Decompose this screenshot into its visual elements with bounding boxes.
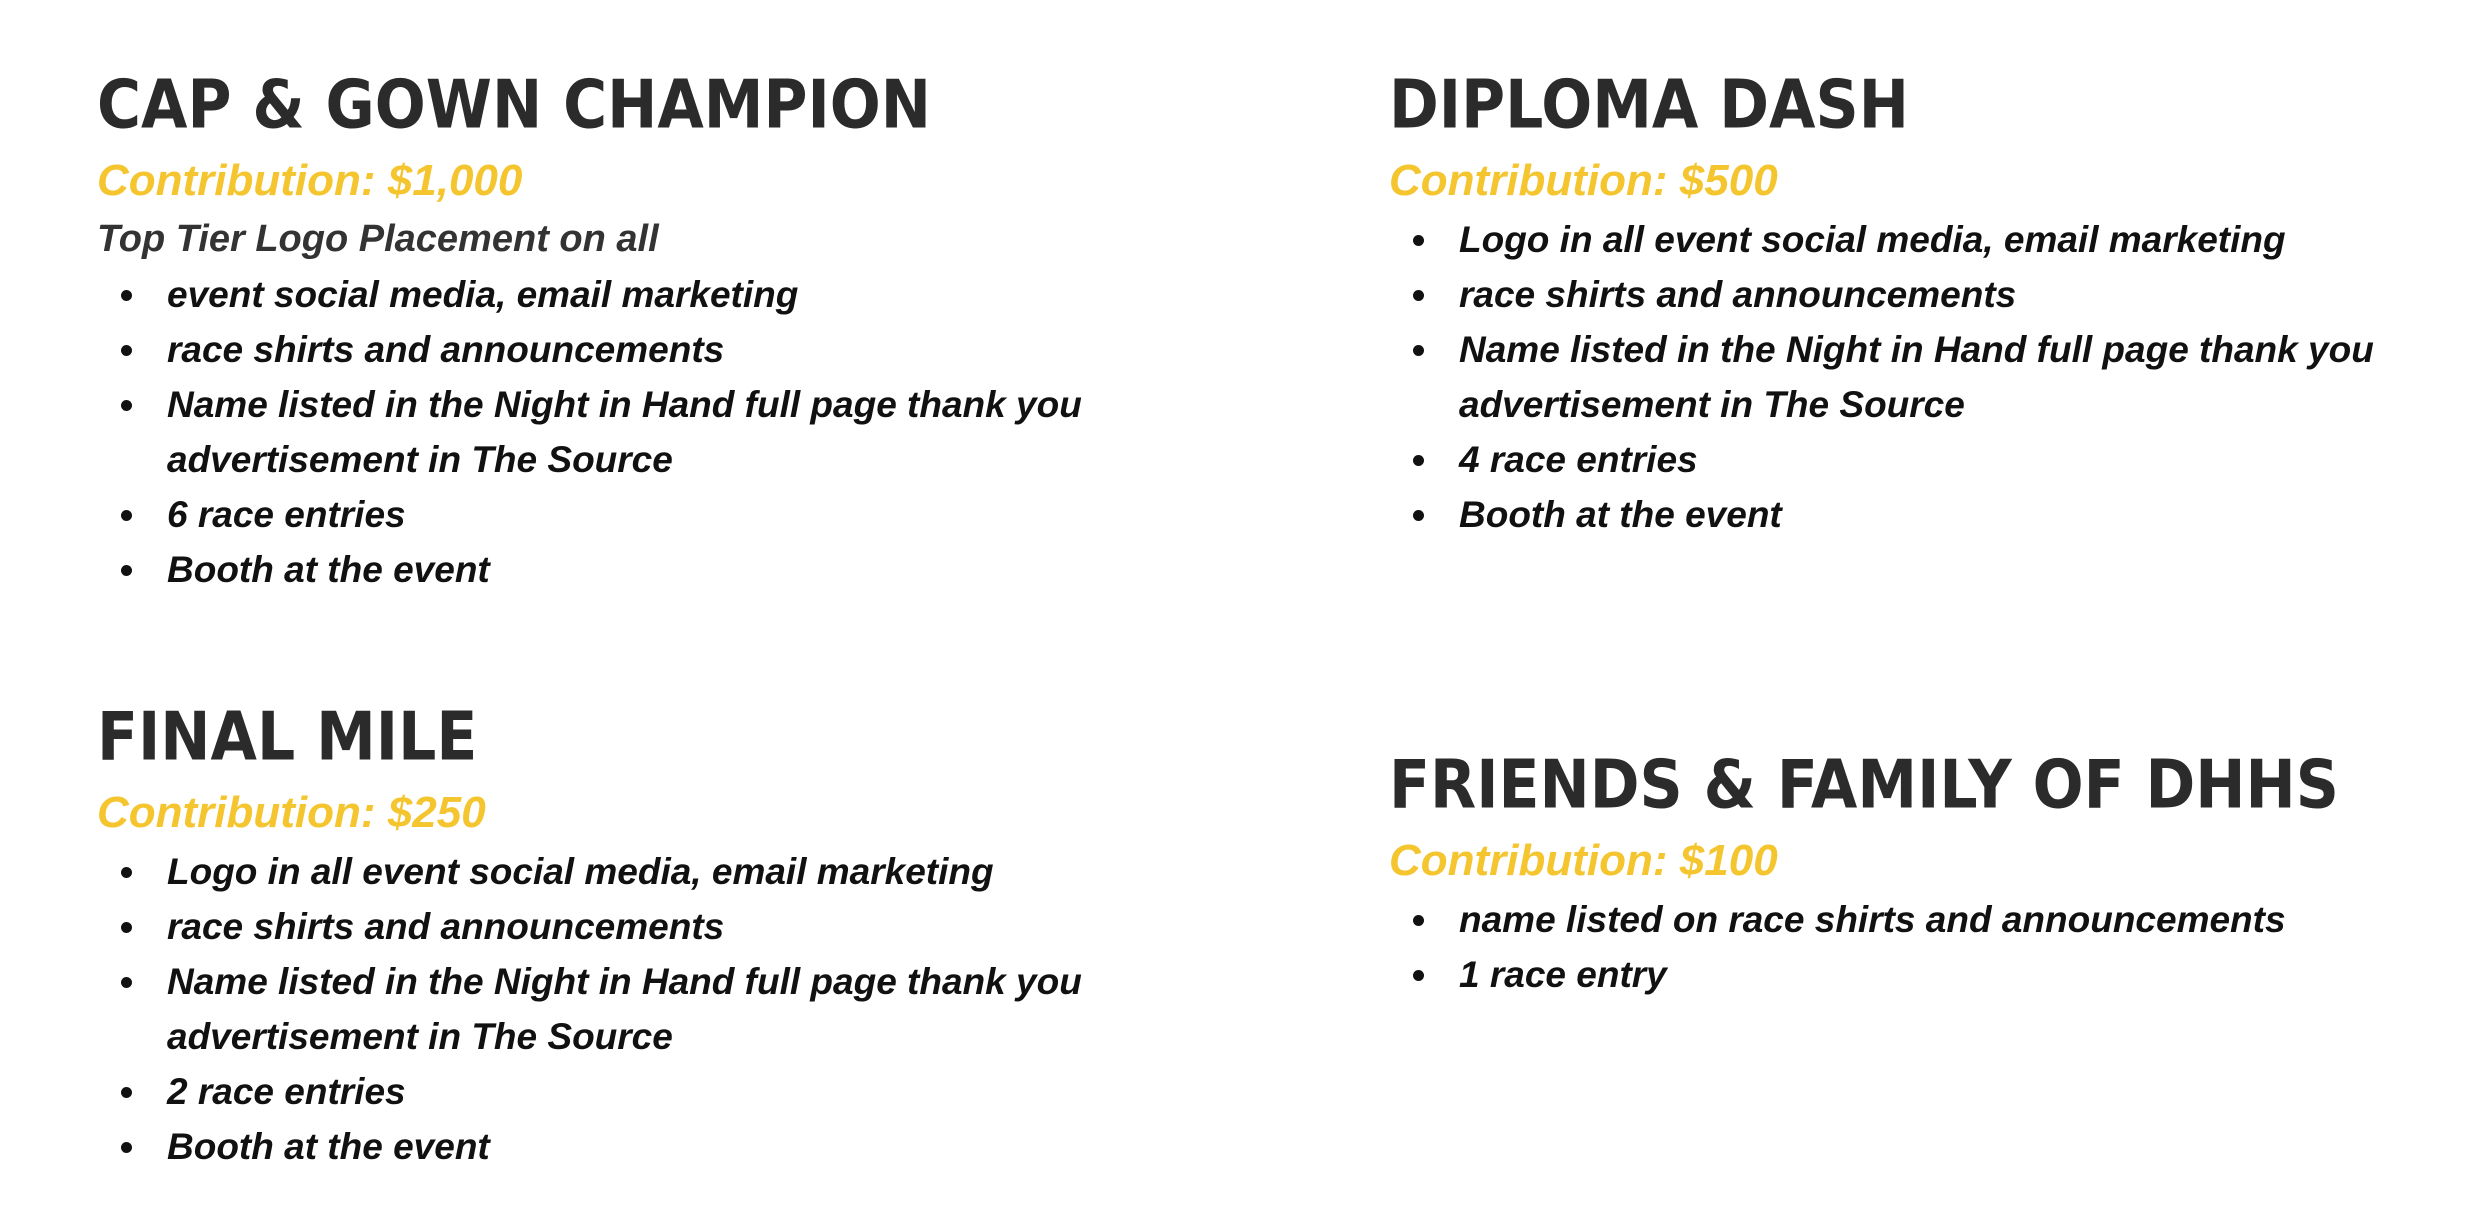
bullet-icon [1413, 970, 1424, 981]
tier-contribution: Contribution: $250 [97, 788, 486, 837]
benefit-item: 1 race entry [1389, 947, 2459, 1002]
tier-intro: Top Tier Logo Placement on all [97, 218, 659, 260]
bullet-icon [1413, 510, 1424, 521]
bullet-icon [121, 400, 132, 411]
tier-contribution: Contribution: $100 [1389, 836, 1778, 885]
bullet-icon [1413, 915, 1424, 926]
tier-diploma-dash [1389, 66, 2459, 542]
benefit-item: Booth at the event [1389, 487, 2459, 542]
benefit-item: race shirts and announcements [1389, 267, 2459, 322]
benefit-item: Name listed in the Night in Hand full page thank you advertisement in The Source [97, 954, 1277, 1064]
bullet-icon [121, 345, 132, 356]
benefit-item: Booth at the event [97, 1119, 1277, 1174]
bullet-icon [121, 977, 132, 988]
benefit-item: 4 race entries [1389, 432, 2459, 487]
tier-title: FRIENDS & FAMILY OF DHHS [1389, 746, 2339, 825]
bullet-icon [121, 290, 132, 301]
tier-title: DIPLOMA DASH [1389, 66, 1909, 145]
benefit-item: name listed on race shirts and announcements [1389, 892, 2459, 947]
benefit-item: race shirts and announcements [97, 899, 1277, 954]
benefit-list [1389, 212, 2459, 542]
benefit-list [97, 267, 1277, 597]
benefit-item: Name listed in the Night in Hand full page thank you advertisement in The Source [97, 377, 1277, 487]
tier-contribution: Contribution: $1,000 [97, 156, 523, 205]
tier-friends-family [1389, 746, 2459, 1002]
tier-final-mile [97, 698, 1277, 1174]
bullet-icon [121, 867, 132, 878]
benefit-item: 2 race entries [97, 1064, 1277, 1119]
bullet-icon [121, 1087, 132, 1098]
tier-title: CAP & GOWN CHAMPION [97, 66, 931, 145]
benefit-item: race shirts and announcements [97, 322, 1277, 377]
benefit-item: Logo in all event social media, email marketing [97, 844, 1277, 899]
benefit-item: Name listed in the Night in Hand full page thank you advertisement in The Source [1389, 322, 2459, 432]
tier-cap-gown-champion [97, 66, 1277, 597]
benefit-item: event social media, email marketing [97, 267, 1277, 322]
bullet-icon [1413, 235, 1424, 246]
tier-contribution: Contribution: $500 [1389, 156, 1778, 205]
benefit-list [1389, 892, 2459, 1002]
bullet-icon [1413, 455, 1424, 466]
benefit-item: 6 race entries [97, 487, 1277, 542]
bullet-icon [1413, 290, 1424, 301]
bullet-icon [121, 565, 132, 576]
benefit-item: Logo in all event social media, email marketing [1389, 212, 2459, 267]
tier-title: FINAL MILE [97, 698, 478, 777]
benefit-list [97, 844, 1277, 1174]
bullet-icon [121, 1142, 132, 1153]
bullet-icon [121, 922, 132, 933]
bullet-icon [121, 510, 132, 521]
benefit-item: Booth at the event [97, 542, 1277, 597]
bullet-icon [1413, 345, 1424, 356]
